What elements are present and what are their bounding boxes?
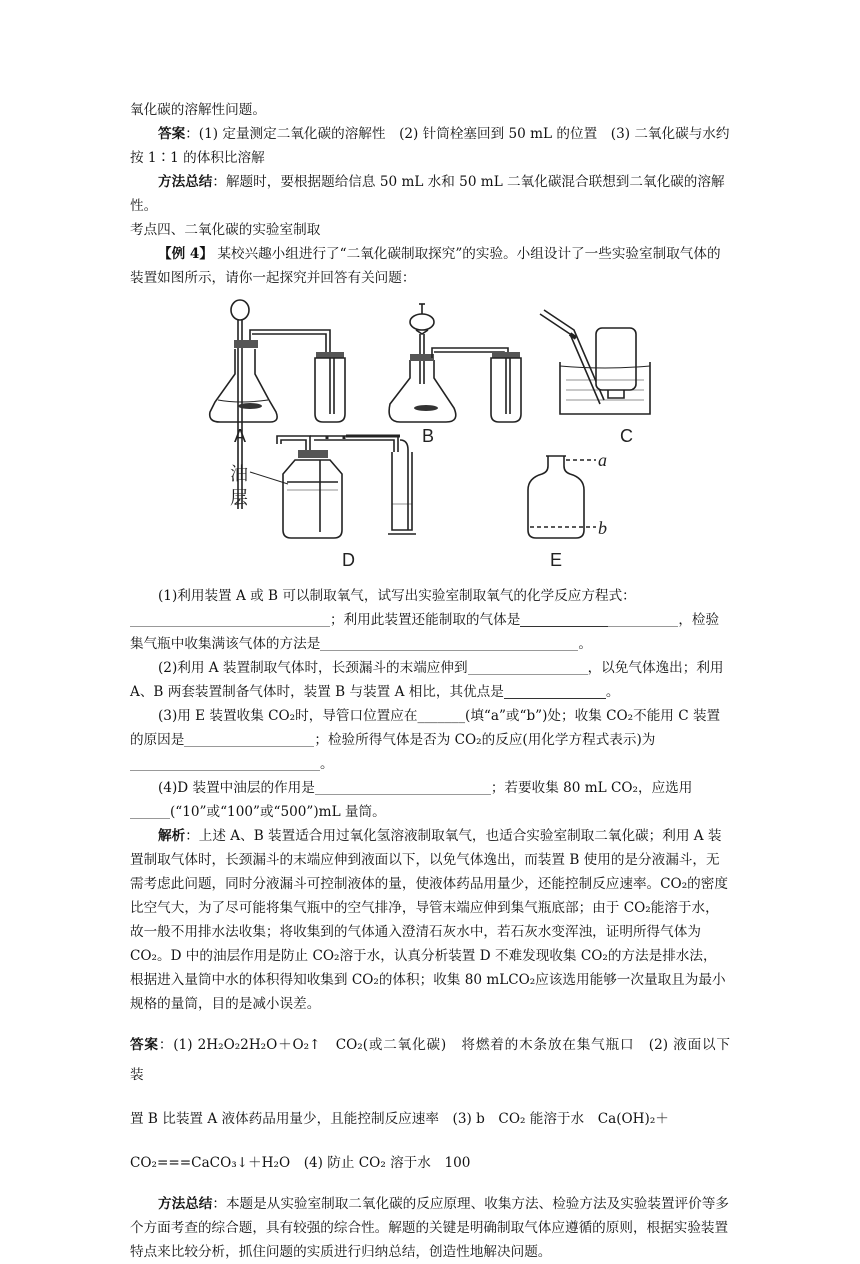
question-3-text-2: ；检验所得气体是否为 CO₂的反应(用化学方程式表示)为 <box>314 732 656 748</box>
answer-blank[interactable] <box>608 610 678 627</box>
example-label: 【例 4】 <box>158 246 213 262</box>
question-2-text-2: ，以免气体逸出；利用 A、B 两套装置制备气体时，装置 B 与装置 A 相比，其优点是 <box>130 660 724 700</box>
answer-paragraph-1 <box>130 122 730 170</box>
example-prompt <box>130 242 730 290</box>
apparatus-diagram <box>130 294 730 584</box>
answer-blank[interactable] <box>315 778 491 795</box>
method-summary-2 <box>130 1192 730 1264</box>
label-d: D <box>342 550 355 570</box>
answer-line-1 <box>130 1030 744 1090</box>
question-1-text-3: ，检验集气瓶中收集满该气体的方法是 <box>130 612 720 652</box>
label-b-mark: b <box>598 518 607 538</box>
answer-blank[interactable] <box>184 730 314 747</box>
question-3-end: 。 <box>320 756 334 772</box>
document-page <box>130 98 744 1264</box>
label-b: B <box>422 426 435 446</box>
question-2-text: (2)利用 A 装置制取气体时，长颈漏斗的末端应伸到 <box>158 660 468 676</box>
answer-label: 答案 <box>130 1037 159 1053</box>
method-text: ：本题是从实验室制取二氧化碳的反应原理、收集方法、检验方法及实验装置评价等多个方面考查的综合题，具有较强的综合性。解题的关键是明确制取气体应遵循的原则，根据实验装置特点来比较分析，抓住问题的实质进行归纳总结，创造性地解决问题。 <box>130 1196 729 1260</box>
continued-text: 氧化碳的溶解性问题。 <box>130 102 266 118</box>
answer-label: 答案 <box>158 126 186 142</box>
analysis-label: 解析 <box>158 828 186 844</box>
question-2 <box>130 656 730 704</box>
answer-paragraph-2 <box>130 1030 744 1178</box>
analysis-paragraph <box>130 824 730 1016</box>
answer-blank[interactable] <box>468 658 588 675</box>
question-4-text-2: ；若要收集 80 mL CO₂，应选用 <box>490 780 693 796</box>
question-3 <box>130 704 730 776</box>
answer-blank[interactable] <box>504 682 606 699</box>
method-text: ：解题时，要根据题给信息 50 mL 水和 50 mL 二氧化碳混合联想到二氧化碳的溶解性。 <box>130 174 725 214</box>
answer-text: ：(1) 定量测定二氧化碳的溶解性 (2) 针筒栓塞回到 50 mL 的位置 (3) 二氧化碳与水约按 1∶1 的体积比溶解 <box>130 126 730 166</box>
label-a-mark: a <box>598 450 607 470</box>
apparatus-c <box>540 310 650 414</box>
method-label: 方法总结 <box>158 174 213 190</box>
question-1-end: 。 <box>578 636 592 652</box>
question-1-text: (1)利用装置 A 或 B 可以制取氧气，试写出实验室制取氧气的化学反应方程式： <box>158 588 636 604</box>
apparatus-d <box>250 436 416 538</box>
method-label: 方法总结 <box>158 1196 213 1212</box>
question-4 <box>130 776 730 824</box>
question-4-text: (4)D 装置中油层的作用是 <box>158 780 315 796</box>
question-4-text-3: (“10”或“100”或“500”)mL 量筒。 <box>170 804 386 820</box>
label-c: C <box>620 426 633 446</box>
apparatus-e <box>528 456 596 538</box>
answer-blank[interactable] <box>520 610 608 627</box>
method-summary-1 <box>130 170 730 218</box>
label-oil-1: 油 <box>230 464 248 485</box>
answer-text-1: ：(1) 2H₂O₂2H₂O＋O₂↑ CO₂(或二氧化碳) 将燃着的木条放在集气瓶口 (2) 液面以下 装 <box>130 1037 744 1083</box>
question-1 <box>130 584 730 656</box>
analysis-text: ：上述 A、B 装置适合用过氧化氢溶液制取氧气，也适合实验室制取二氧化碳；利用 A 装置制取气体时，长颈漏斗的末端应伸到液面以下，以免气体逸出，而装置 B 使用的是分液漏斗，无需考虑此问题，同时分液漏斗可控制液体的量，使液体药品用量少，还能控制反应速率。CO₂的密度比空气大，为了尽可能将集气瓶中的空气排净，导管末端应伸到集气瓶底部；由于 CO₂能溶于水，故一般不用排水法收集；将收集到的气体通入澄清石灰水中，若石灰水变浑浊，证明所得气体为 CO₂。D 中的油层作用是防止 CO₂溶于水，认真分析装置 D 不难发现收集 CO₂的方法是排水法，根据进入量筒中水的体积得知收集到 CO₂的体积；收集 80 mLCO₂应该选用能够一次量取且为最小规格的量筒，目的是减小误差。 <box>130 828 728 1012</box>
answer-line-3: CO₂===CaCO₃↓＋H₂O (4) 防止 CO₂ 溶于水 100 <box>130 1155 471 1171</box>
answer-line-2: 置 B 比装置 A 液体药品用量少，且能控制反应速率 (3) b CO₂ 能溶于水 Ca(OH)₂＋ <box>130 1111 669 1127</box>
label-oil-2: 层 <box>230 488 248 509</box>
example-text: 某校兴趣小组进行了“二氧化碳制取探究”的实验。小组设计了一些实验室制取气体的装置如图所示，请你一起探究并回答有关问题： <box>130 246 721 286</box>
question-2-end: 。 <box>605 684 620 700</box>
answer-blank[interactable] <box>130 610 330 627</box>
question-1-text-2: ；利用此装置还能制取的气体是 <box>330 612 521 628</box>
label-e: E <box>550 550 563 570</box>
answer-blank[interactable] <box>320 634 578 651</box>
answer-blank[interactable] <box>130 802 170 819</box>
question-3-text: (3)用 E 装置收集 CO₂时，导管口位置应在_______(填“a”或“b”)处；收集 CO₂不能用 C 装置的原因是 <box>130 708 721 748</box>
apparatus-b <box>389 304 521 422</box>
label-a: A <box>234 426 247 446</box>
apparatus-figure <box>130 294 730 584</box>
section-title: 考点四、二氧化碳的实验室制取 <box>130 222 321 238</box>
answer-blank[interactable] <box>130 754 320 771</box>
